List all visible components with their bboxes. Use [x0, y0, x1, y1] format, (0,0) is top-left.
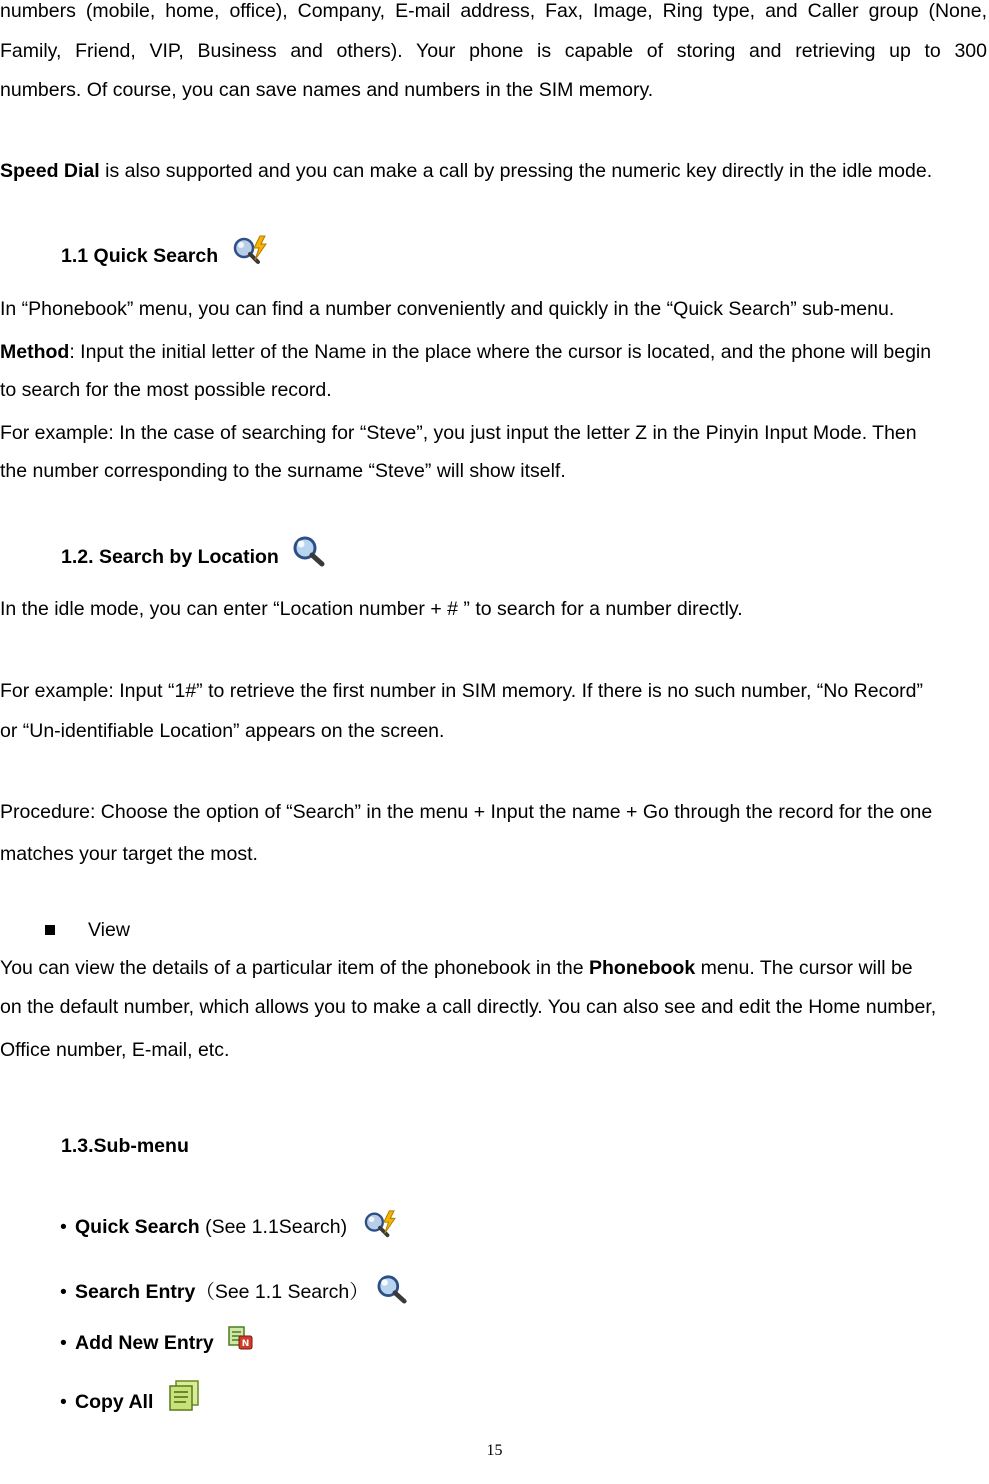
page-number: 15: [486, 1442, 503, 1459]
square-bullet-icon: [45, 925, 55, 935]
example-line-2: the number corresponding to the surname “Steve” will show itself.: [0, 460, 566, 482]
bullet-dot-icon: •: [60, 1281, 67, 1303]
method-line-2: to search for the most possible record.: [0, 379, 332, 401]
location-intro: In the idle mode, you can enter “Location number + # ” to search for a number directly.: [0, 598, 743, 620]
location-example-1: For example: Input “1#” to retrieve the first number in SIM memory. If there is no such number, “No Record”: [0, 680, 923, 702]
intro-line-3: numbers. Of course, you can save names and numbers in the SIM memory.: [0, 79, 654, 101]
submenu-item-search-entry: [60, 1274, 412, 1309]
procedure-line-1: Procedure: Choose the option of “Search” in the menu + Input the name + Go through the record for the one: [0, 801, 933, 823]
submenu-item-note: （See 1.1 Search）: [195, 1281, 369, 1303]
speed-dial-text: is also supported and you can make a call by pressing the numeric key directly in the idle mode.: [99, 160, 933, 182]
search-icon: [374, 1274, 412, 1309]
section-heading-text: 1.1 Quick Search: [61, 245, 219, 267]
bullet-dot-icon: •: [60, 1391, 67, 1413]
submenu-item-note: (See 1.1Search): [199, 1216, 348, 1238]
method-term: Method: [0, 341, 70, 363]
copy-all-icon: [167, 1380, 201, 1417]
location-example-2: or “Un-identifiable Location” appears on the screen.: [0, 720, 445, 742]
submenu-item-label: Search Entry: [75, 1281, 196, 1303]
quick-search-intro: In “Phonebook” menu, you can find a number conveniently and quickly in the “Quick Search” sub-menu.: [0, 298, 895, 320]
speed-dial-term: Speed Dial: [0, 160, 100, 182]
view-line-2: on the default number, which allows you to make a call directly. You can also see and edit the Home number,: [0, 996, 937, 1018]
method-text-1: : Input the initial letter of the Name in the place where the cursor is located, and the phone will begin: [69, 341, 932, 363]
submenu-item-quick-search: [60, 1209, 399, 1244]
search-icon: [290, 535, 330, 572]
method-line-1: [0, 341, 931, 363]
view-line-1: [0, 957, 913, 979]
section-heading-quick-search: [61, 234, 270, 271]
view-heading: View: [88, 919, 130, 941]
svg-text:N: N: [241, 1339, 250, 1349]
submenu-item-copy-all: [60, 1380, 201, 1417]
submenu-item-label: Add New Entry: [75, 1332, 214, 1354]
submenu-item-label: Copy All: [75, 1391, 154, 1413]
procedure-line-2: matches your target the most.: [0, 843, 258, 865]
example-line-1: For example: In the case of searching for “Steve”, you just input the letter Z in the Pinyin Input Mode. Then: [0, 422, 917, 444]
phonebook-term: Phonebook: [589, 957, 696, 979]
section-heading-text: 1.2. Search by Location: [61, 546, 279, 568]
view-text-c: menu. The cursor will be: [695, 957, 913, 979]
view-text-a: You can view the details of a particular item of the phonebook in the: [0, 957, 589, 979]
bullet-dot-icon: •: [60, 1332, 67, 1354]
submenu-item-label: Quick Search: [75, 1216, 200, 1238]
view-line-3: Office number, E-mail, etc.: [0, 1039, 230, 1061]
quick-search-icon: [361, 1209, 399, 1244]
speed-dial-paragraph: [0, 160, 932, 182]
quick-search-icon: [230, 234, 270, 271]
section-heading-submenu: 1.3.Sub-menu: [61, 1135, 189, 1157]
submenu-item-add-new-entry: [60, 1325, 255, 1356]
bullet-dot-icon: •: [60, 1216, 67, 1238]
intro-line-1: numbers (mobile, home, office), Company, E-mail address, Fax, Image, Ring type, and Caller group (None,: [0, 0, 987, 22]
add-entry-icon: [227, 1325, 255, 1356]
intro-line-2: Family, Friend, VIP, Business and others). Your phone is capable of storing and retrieving up to 300: [0, 40, 987, 62]
section-heading-search-location: [61, 535, 330, 572]
